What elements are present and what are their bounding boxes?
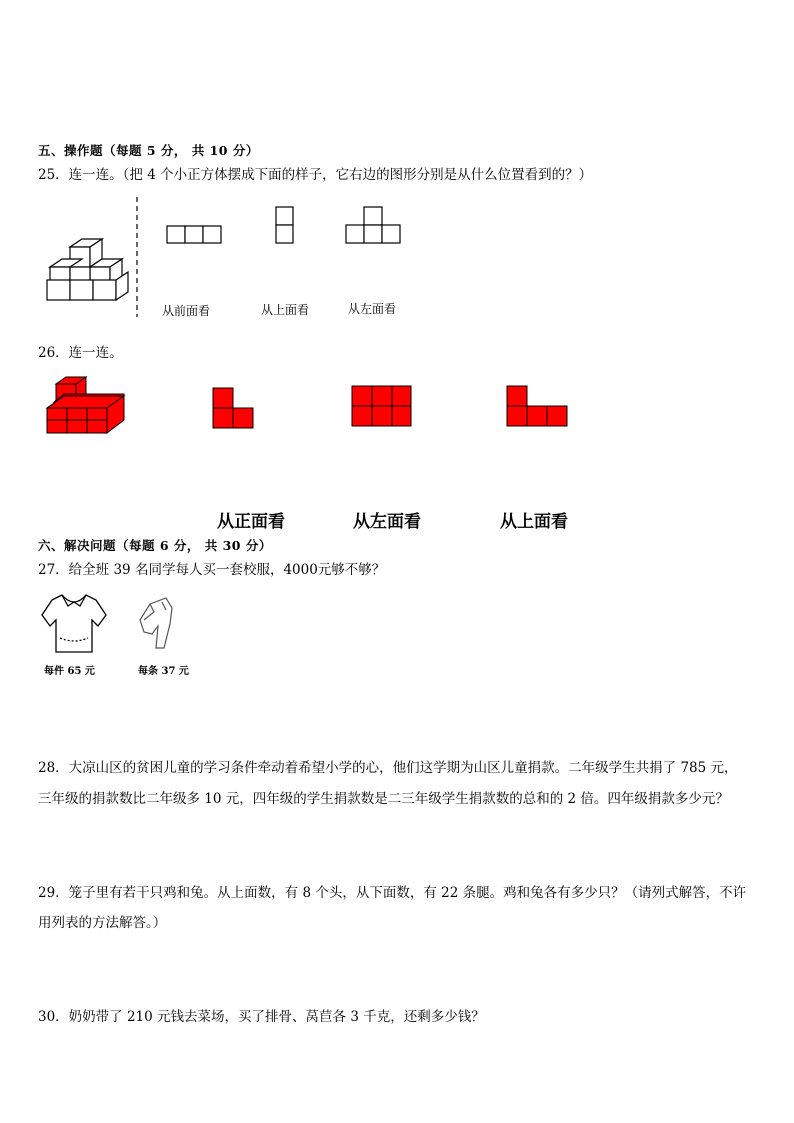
q25-label-left: 从左面看 [348, 302, 397, 316]
shirt-price-label: 每件 65 元 [44, 666, 95, 677]
q26-view-long-l [507, 386, 567, 426]
question-28-line-2: 三年级的捐款数比二年级多 10 元，四年级的学生捐款数是二三年级学生捐款数的总和的 2 倍。四年级捐款多少元？ [38, 791, 729, 807]
section-title-6: 六、解决问题（每题 6 分， 共 30 分） [38, 538, 272, 553]
q26-label-front: 从正面看 [217, 512, 285, 532]
shirt-icon [42, 595, 106, 652]
q26-label-top: 从上面看 [500, 512, 568, 532]
q26-figure [40, 372, 580, 442]
view-two-stacked [276, 207, 293, 243]
q25-cube-stack [47, 239, 128, 300]
pants-price-label: 每条 37 元 [138, 666, 189, 677]
question-27-text: 27．给全班 39 名同学每人买一套校服，4000元够不够？ [38, 562, 386, 578]
q26-red-cube-stack [47, 377, 124, 433]
pants-icon [140, 598, 172, 648]
q26-view-l-shape [213, 388, 253, 428]
view-t-shape [346, 207, 400, 243]
q26-view-grid [352, 386, 411, 426]
view-three-in-row [167, 226, 221, 243]
question-30-text: 30．奶奶带了 210 元钱去菜场，买了排骨、莴苣各 3 千克，还剩多少钱？ [38, 1009, 485, 1025]
question-29-line-2: 用列表的方法解答。） [38, 915, 167, 931]
q25-label-top: 从上面看 [261, 303, 310, 317]
question-26-text: 26．连一连。 [38, 345, 123, 361]
q25-label-front: 从前面看 [162, 304, 211, 318]
q27-clothes-figure [40, 590, 200, 660]
q26-label-left: 从左面看 [353, 512, 421, 532]
section-title-5: 五、操作题（每题 5 分， 共 10 分） [38, 143, 259, 158]
question-28-line-1: 28．大凉山区的贫困儿童的学习条件牵动着希望小学的心，他们这学期为山区儿童捐款。二年级学生共捐了 785 元， [38, 760, 738, 776]
question-29-line-1: 29．笼子里有若干只鸡和兔。从上面数，有 8 个头，从下面数，有 22 条腿。鸡和兔各有多少只？（请列式解答，不许 [38, 885, 747, 901]
question-25-text: 25．连一连。（把 4 个小正方体摆成下面的样子，它右边的图形分别是从什么位置看到的？） [38, 167, 593, 183]
